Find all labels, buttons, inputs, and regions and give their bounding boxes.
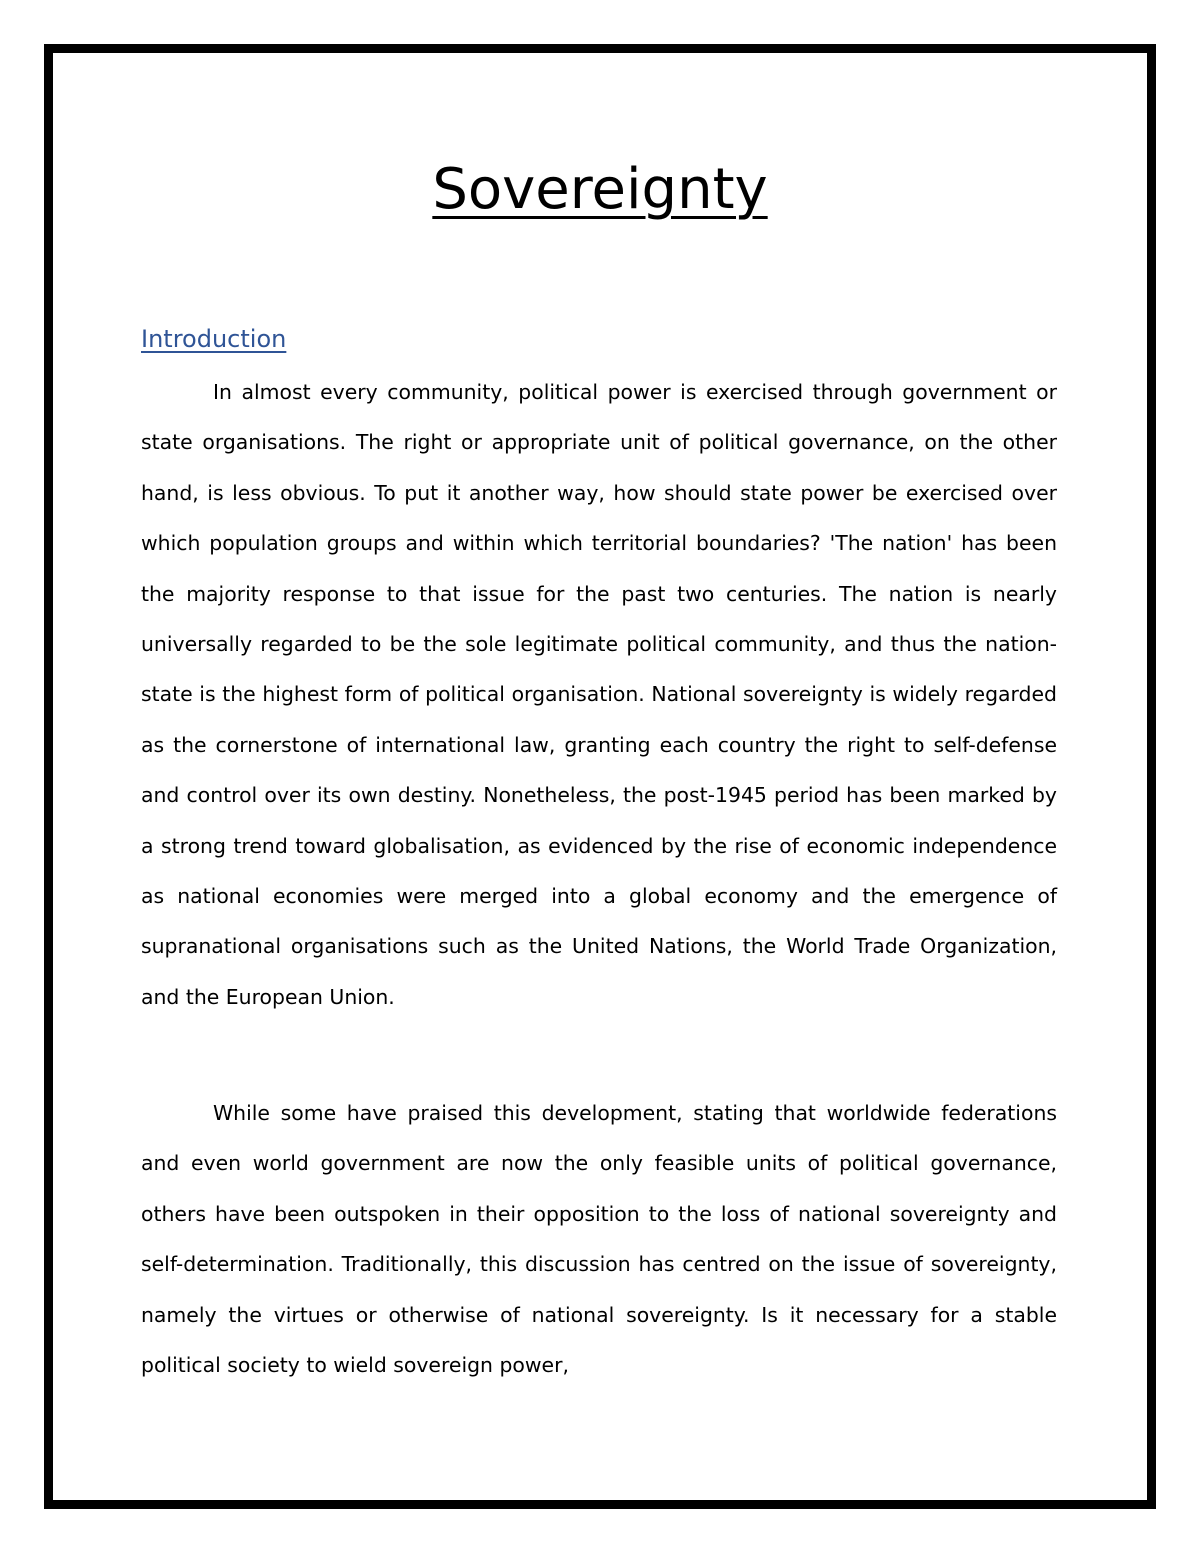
paragraph-1: In almost every community, political power is exercised through government or state organisations. The right or appropriate unit of political governance, on the other hand, is less obvious. To put it another way, how should state power be exercised over which population groups and within which territorial boundaries? 'The nation' has been the majority response to that issue for the past two centuries. The nation is nearly universally regarded to be the sole legitimate political community, and thus the nation-state is the highest form of political organisation. National sovereignty is widely regarded as the cornerstone of international law, granting each country the right to self-defense and control over its own destiny. Nonetheless, the post-1945 period has been marked by a strong trend toward globalisation, as evidenced by the rise of economic independence as national economies were merged into a global economy and the emergence of supranational organisations such as the United Nations, the World Trade Organization, and the European Union. [141,380,1057,1009]
document-title [0,150,1200,230]
section-heading-introduction: Introduction [141,325,287,353]
document-title-text: Sovereignty [432,157,768,222]
paragraph-2: While some have praised this development, stating that worldwide federations and even world government are now the only feasible units of political governance, others have been outspoken in their opposition to the loss of national sovereignty and self-determination. Traditionally, this discussion has centred on the issue of sovereignty, namely the virtues or otherwise of national sovereignty. Is it necessary for a stable political society to wield sovereign power, [141,1101,1057,1378]
